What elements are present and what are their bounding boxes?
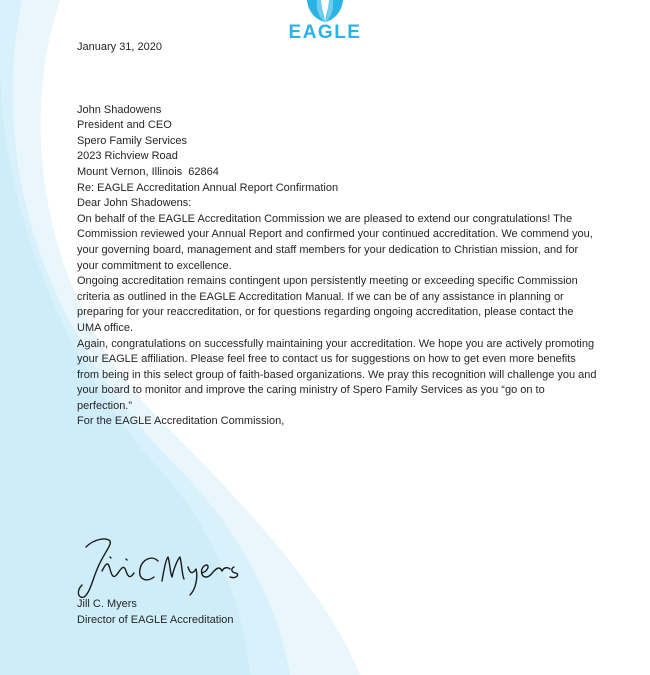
signer-block (77, 597, 234, 628)
body-paragraph-2: Ongoing accreditation remains contingent upon persistently meeting or exceeding specific Commission criteria as outlined in the EAGLE Accreditation Manual. If we can be of any assistance in planning or preparing for your reaccreditation, or for questions regarding ongoing accreditation, please contact the UMA office. (77, 275, 578, 334)
recipient-address (77, 103, 597, 181)
body-paragraph-1: On behalf of the EAGLE Accreditation Commission we are pleased to extend our congratulations! The Commission reviewed your Annual Report and confirmed your continued accreditation. We commend you, your governing board, management and staff members for your dedication to Christian mission, and for your commitment to excellence. (77, 212, 593, 272)
signer-name: Jill C. Myers (77, 598, 137, 610)
letter-date: January 31, 2020 (77, 41, 163, 53)
salutation: Dear John Shadowens: (77, 197, 192, 210)
signer-title: Director of EAGLE Accreditation (77, 613, 234, 626)
subject-line: Re: EAGLE Accreditation Annual Report Confirmation (77, 181, 339, 194)
handwritten-signature (72, 533, 257, 601)
recipient-city-state-zip: Mount Vernon, Illinois 62864 (77, 165, 219, 178)
recipient-name: John Shadowens (77, 103, 162, 116)
body-paragraph-3: Again, congratulations on successfully maintaining your accreditation. We hope you are actively promoting your EAGLE affiliation. Please feel free to contact us for suggestions on how to get even more benefits from being in this select group of faith-based organizations. We pray this recognition will challenge you and your board to monitor and improve the caring ministry of Spero Family Services as you “go on to perfection.” (77, 337, 597, 412)
recipient-street: 2023 Richview Road (77, 150, 178, 163)
eagle-logo-text: EAGLE (288, 22, 362, 43)
letter-body (77, 40, 597, 430)
eagle-wings-logo-icon (298, 0, 352, 22)
closing-line: For the EAGLE Accreditation Commission, (77, 415, 285, 428)
recipient-title: President and CEO (77, 119, 172, 132)
recipient-organization: Spero Family Services (77, 134, 188, 147)
